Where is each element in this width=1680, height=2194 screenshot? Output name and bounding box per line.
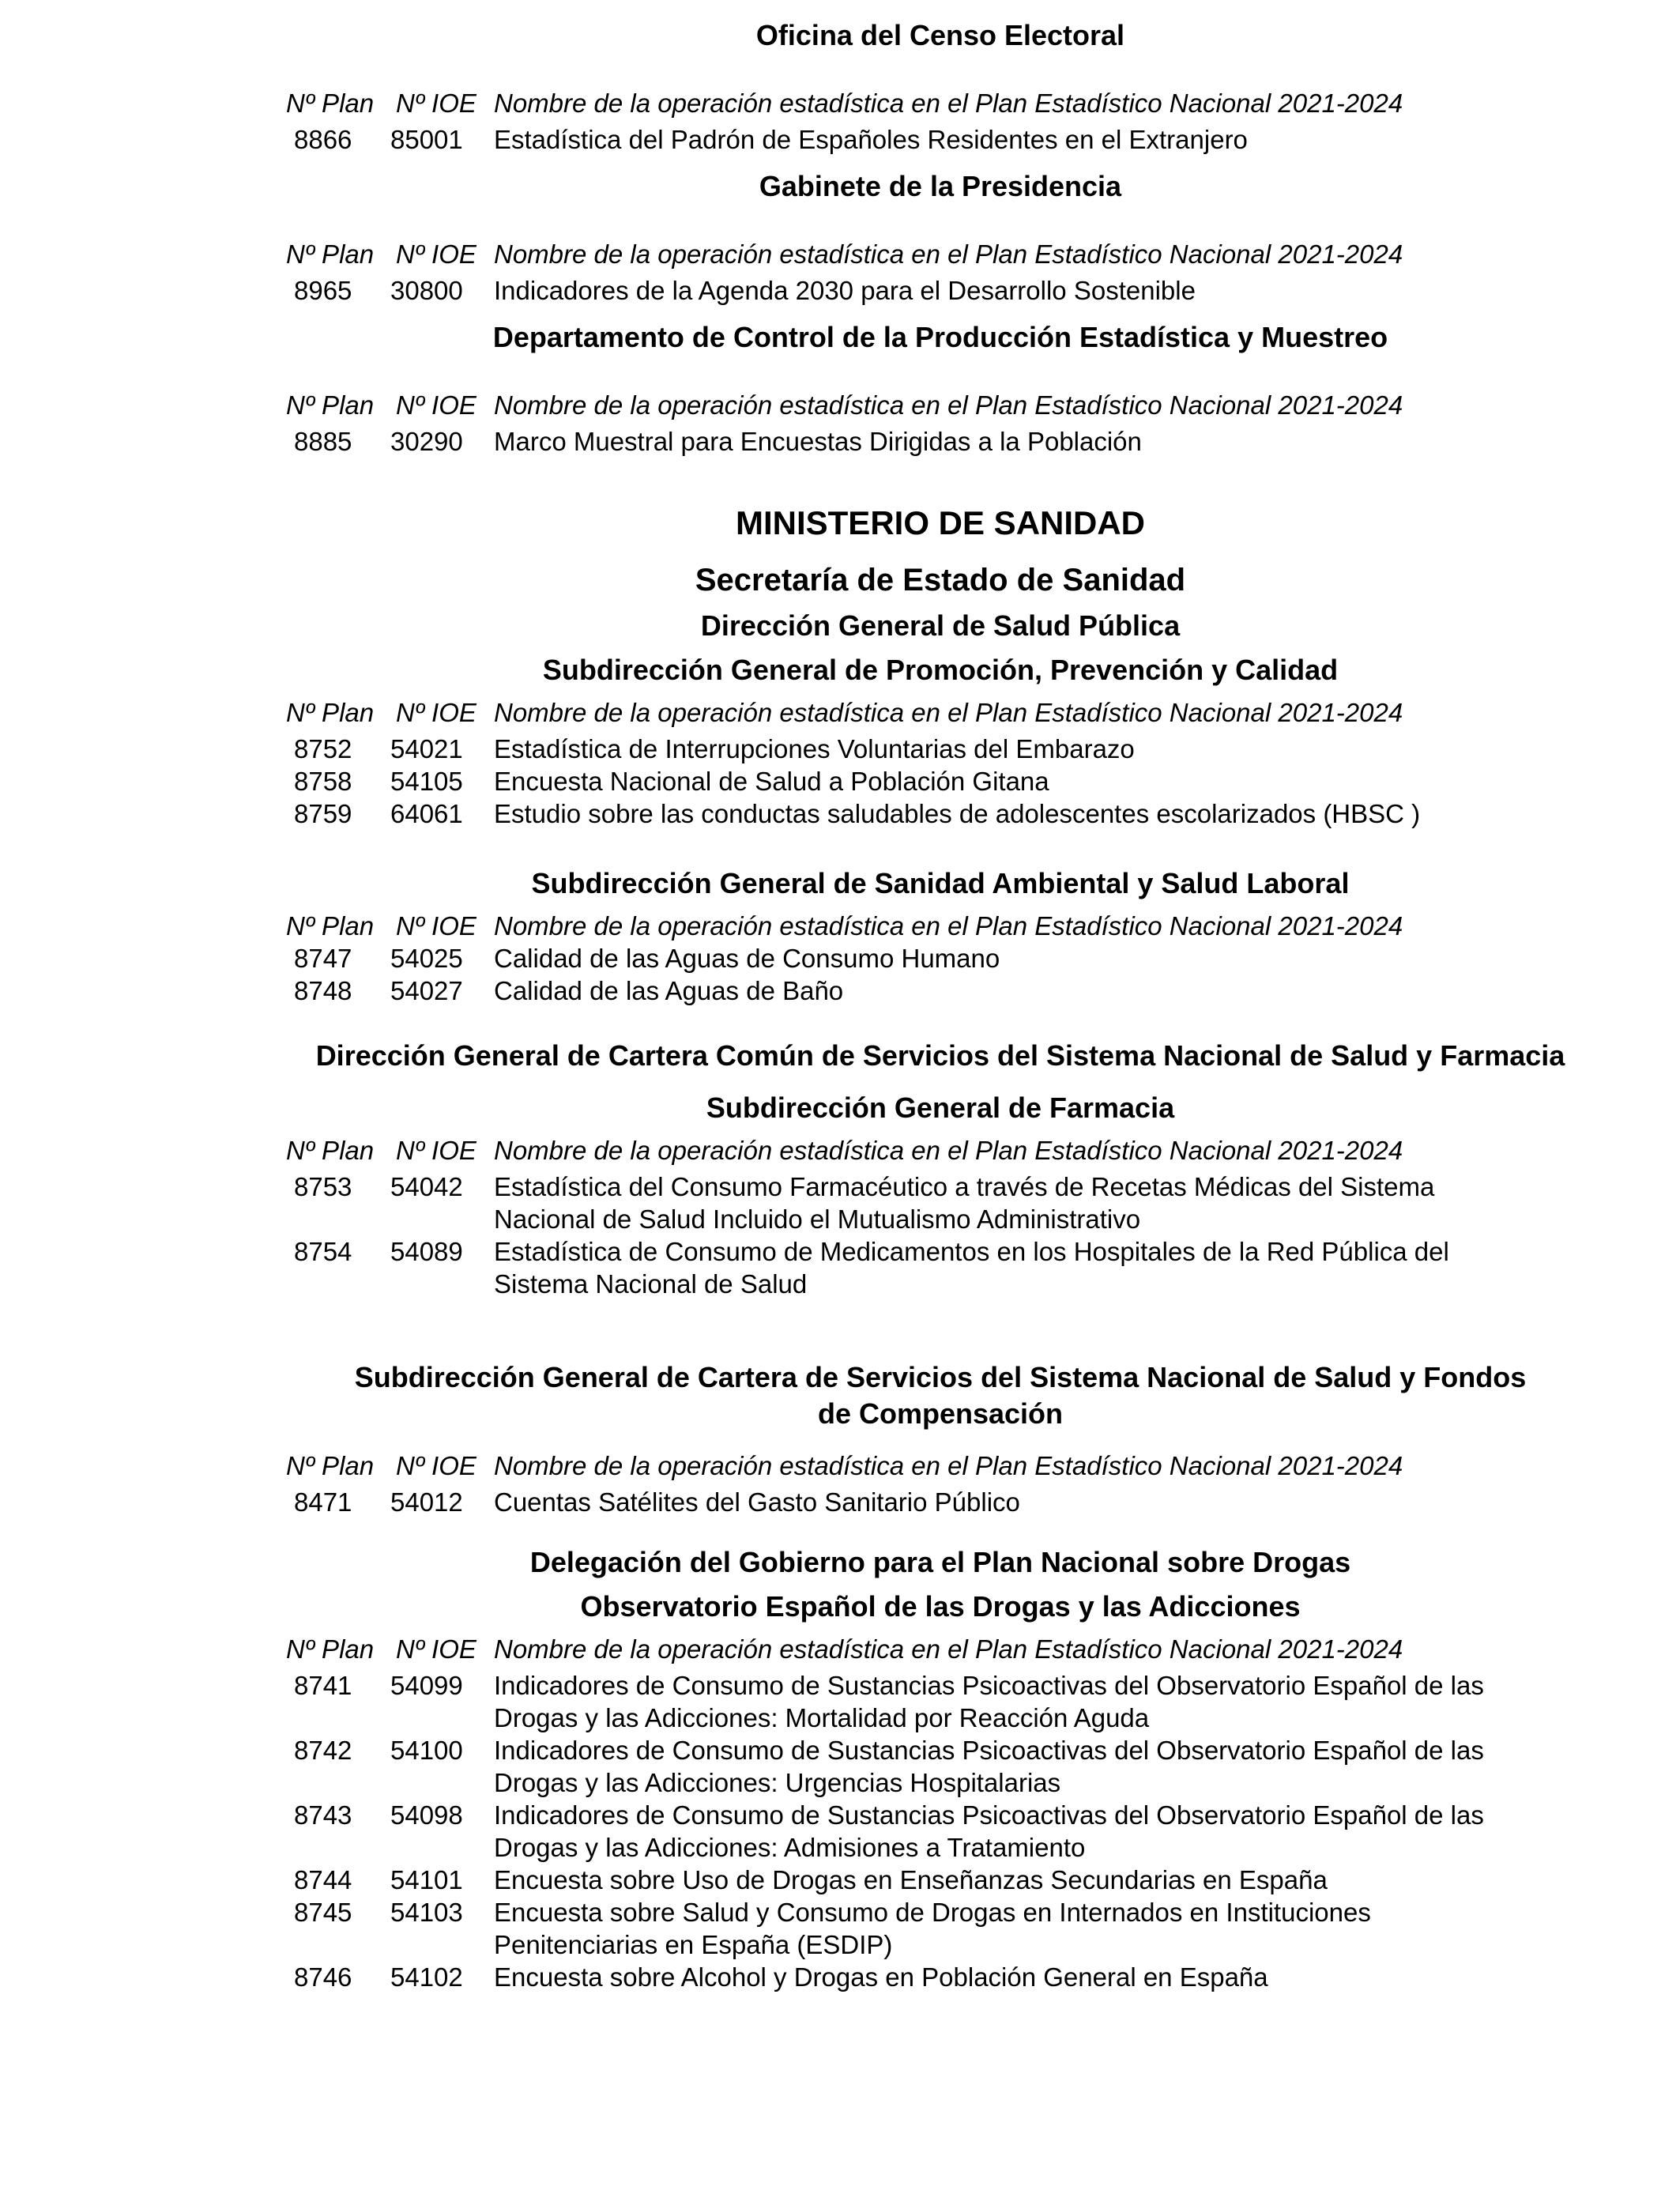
- table-row: [0, 765, 1680, 797]
- ministry-title: MINISTERIO DE SANIDAD: [735, 504, 1146, 541]
- cell-name: Encuesta Nacional de Salud a Población Gitana: [494, 767, 1049, 796]
- section-heading: Subdirección General de Cartera de Servicios del Sistema Nacional de Salud y Fondos de Compensación: [354, 1361, 1527, 1430]
- table-row: [0, 1171, 1680, 1235]
- cell-plan: 8741: [294, 1671, 352, 1700]
- col-header-ioe: Nº IOE: [396, 911, 477, 941]
- section-drogas: [0, 1544, 1680, 1993]
- cell-ioe: 54105: [390, 767, 463, 796]
- col-header-plan: Nº Plan: [286, 89, 375, 118]
- cell-name: Estadística de Consumo de Medicamentos en los Hospitales de la Red Pública del Sistema Nacional de Salud: [494, 1237, 1449, 1299]
- cell-name: Indicadores de la Agenda 2030 para el Desarrollo Sostenible: [494, 276, 1196, 305]
- cell-plan: 8759: [294, 799, 352, 828]
- cell-ioe: 54099: [390, 1671, 463, 1700]
- cell-name: Calidad de las Aguas de Consumo Humano: [494, 944, 1000, 973]
- cell-name: Indicadores de Consumo de Sustancias Psicoactivas del Observatorio Español de las Drogas y las Adicciones: Mortalidad por Reacción Aguda: [494, 1671, 1484, 1732]
- section-sanidad-ambiental: [0, 865, 1680, 1007]
- col-header-ioe: Nº IOE: [396, 390, 477, 420]
- cell-ioe: 54101: [390, 1865, 463, 1894]
- table-row: [0, 942, 1680, 974]
- table-row: [0, 274, 1680, 307]
- table-header: [0, 238, 1680, 270]
- cell-name: Encuesta sobre Uso de Drogas en Enseñanzas Secundarias en España: [494, 1865, 1328, 1894]
- table-header: [0, 1633, 1680, 1665]
- cell-ioe: 54021: [390, 734, 463, 763]
- table-row: [0, 1734, 1680, 1799]
- cell-plan: 8885: [294, 427, 352, 456]
- cell-ioe: 54025: [390, 944, 463, 973]
- table-row: [0, 1486, 1680, 1518]
- section-heading: Subdirección General de Sanidad Ambiental y Salud Laboral: [531, 867, 1350, 899]
- cell-ioe: 54089: [390, 1237, 463, 1266]
- section-farmacia: [0, 1038, 1680, 1300]
- cell-ioe: 54012: [390, 1487, 463, 1517]
- cell-ioe: 54102: [390, 1962, 463, 1992]
- cell-plan: 8744: [294, 1865, 352, 1894]
- cell-plan: 8746: [294, 1962, 352, 1992]
- cell-ioe: 30290: [390, 427, 463, 456]
- cell-ioe: 54103: [390, 1898, 463, 1927]
- table-row: [0, 1799, 1680, 1864]
- cell-plan: 8758: [294, 767, 352, 796]
- secretaria-title: Secretaría de Estado de Sanidad: [695, 563, 1186, 598]
- table-header: [0, 696, 1680, 729]
- col-header-ioe: Nº IOE: [396, 1451, 477, 1480]
- cell-name: Estadística del Padrón de Españoles Residentes en el Extranjero: [494, 125, 1248, 154]
- table-header: [0, 1134, 1680, 1167]
- cell-ioe: 30800: [390, 276, 463, 305]
- cell-plan: 8742: [294, 1736, 352, 1765]
- section-heading: Delegación del Gobierno para el Plan Nacional sobre Drogas: [529, 1546, 1351, 1578]
- cell-ioe: 64061: [390, 799, 463, 828]
- cell-ioe: 54098: [390, 1800, 463, 1830]
- col-header-ioe: Nº IOE: [396, 1634, 477, 1664]
- cell-ioe: 54100: [390, 1736, 463, 1765]
- cell-plan: 8866: [294, 125, 352, 154]
- cell-plan: 8965: [294, 276, 352, 305]
- cell-plan: 8748: [294, 976, 352, 1005]
- table-row: [0, 1961, 1680, 1993]
- cell-name: Estadística del Consumo Farmacéutico a través de Recetas Médicas del Sistema Nacional de Salud Incluido el Mutualismo Administrativo: [494, 1172, 1435, 1234]
- cell-name: Encuesta sobre Salud y Consumo de Drogas en Internados en Instituciones Penitenciarias en España (ESDIP): [494, 1898, 1371, 1959]
- col-header-ioe: Nº IOE: [396, 89, 477, 118]
- col-header-name: Nombre de la operación estadística en el Plan Estadístico Nacional 2021-2024: [494, 89, 1403, 118]
- cell-plan: 8471: [294, 1487, 352, 1517]
- table-row: [0, 974, 1680, 1007]
- table-header: [0, 87, 1680, 119]
- cell-name: Indicadores de Consumo de Sustancias Psicoactivas del Observatorio Español de las Drogas y las Adicciones: Urgencias Hospitalarias: [494, 1736, 1484, 1797]
- cell-plan: 8743: [294, 1800, 352, 1830]
- col-header-name: Nombre de la operación estadística en el Plan Estadístico Nacional 2021-2024: [494, 1451, 1403, 1480]
- col-header-plan: Nº Plan: [286, 1634, 375, 1664]
- col-header-plan: Nº Plan: [286, 239, 375, 269]
- cell-plan: 8753: [294, 1172, 352, 1201]
- col-header-plan: Nº Plan: [286, 698, 375, 727]
- table-row: [0, 1669, 1680, 1734]
- col-header-name: Nombre de la operación estadística en el Plan Estadístico Nacional 2021-2024: [494, 698, 1403, 727]
- cell-name: Indicadores de Consumo de Sustancias Psicoactivas del Observatorio Español de las Drogas y las Adicciones: Admisiones a Tratamiento: [494, 1800, 1484, 1862]
- cell-ioe: 54027: [390, 976, 463, 1005]
- col-header-name: Nombre de la operación estadística en el Plan Estadístico Nacional 2021-2024: [494, 911, 1403, 941]
- cell-ioe: 54042: [390, 1172, 463, 1201]
- col-header-ioe: Nº IOE: [396, 698, 477, 727]
- section-heading: Dirección General de Cartera Común de Servicios del Sistema Nacional de Salud y Farmacia: [315, 1039, 1565, 1072]
- section-cartera-servicios: [0, 1359, 1680, 1518]
- cell-ioe: 85001: [390, 125, 463, 154]
- section-departamento-control: [0, 319, 1680, 458]
- col-header-name: Nombre de la operación estadística en el Plan Estadístico Nacional 2021-2024: [494, 1634, 1403, 1664]
- col-header-name: Nombre de la operación estadística en el Plan Estadístico Nacional 2021-2024: [494, 1136, 1403, 1165]
- section-subheading: Subdirección General de Farmacia: [706, 1091, 1175, 1124]
- section-heading: Departamento de Control de la Producción Estadística y Muestreo: [492, 321, 1388, 353]
- table-header: [0, 389, 1680, 421]
- section-heading: Gabinete de la Presidencia: [759, 170, 1122, 202]
- cell-name: Calidad de las Aguas de Baño: [494, 976, 844, 1005]
- cell-plan: 8747: [294, 944, 352, 973]
- section-subheading: Subdirección General de Promoción, Prevención y Calidad: [542, 654, 1339, 686]
- section-heading: Dirección General de Salud Pública: [700, 609, 1181, 642]
- table-header: [0, 910, 1680, 942]
- section-heading: Oficina del Censo Electoral: [755, 19, 1125, 51]
- cell-name: Marco Muestral para Encuestas Dirigidas a la Población: [494, 427, 1142, 456]
- section-salud-publica: [0, 502, 1680, 830]
- cell-plan: 8754: [294, 1237, 352, 1266]
- col-header-name: Nombre de la operación estadística en el Plan Estadístico Nacional 2021-2024: [494, 390, 1403, 420]
- table-row: [0, 1235, 1680, 1300]
- section-subheading: Observatorio Español de las Drogas y las Adicciones: [580, 1590, 1301, 1623]
- col-header-name: Nombre de la operación estadística en el Plan Estadístico Nacional 2021-2024: [494, 239, 1403, 269]
- cell-name: Estudio sobre las conductas saludables de adolescentes escolarizados (HBSC ): [494, 799, 1421, 828]
- cell-plan: 8752: [294, 734, 352, 763]
- col-header-ioe: Nº IOE: [396, 1136, 477, 1165]
- table-row: [0, 1896, 1680, 1961]
- col-header-plan: Nº Plan: [286, 911, 375, 941]
- cell-name: Encuesta sobre Alcohol y Drogas en Población General en España: [494, 1962, 1268, 1992]
- cell-name: Estadística de Interrupciones Voluntarias del Embarazo: [494, 734, 1135, 763]
- table-row: [0, 733, 1680, 765]
- cell-plan: 8745: [294, 1898, 352, 1927]
- col-header-plan: Nº Plan: [286, 1451, 375, 1480]
- table-row: [0, 425, 1680, 458]
- table-row: [0, 797, 1680, 830]
- table-row: [0, 1864, 1680, 1896]
- section-oficina-censo: [0, 17, 1680, 156]
- cell-name: Cuentas Satélites del Gasto Sanitario Público: [494, 1487, 1020, 1517]
- col-header-plan: Nº Plan: [286, 390, 375, 420]
- col-header-ioe: Nº IOE: [396, 239, 477, 269]
- table-row: [0, 123, 1680, 156]
- table-header: [0, 1449, 1680, 1482]
- section-gabinete: [0, 168, 1680, 307]
- col-header-plan: Nº Plan: [286, 1136, 375, 1165]
